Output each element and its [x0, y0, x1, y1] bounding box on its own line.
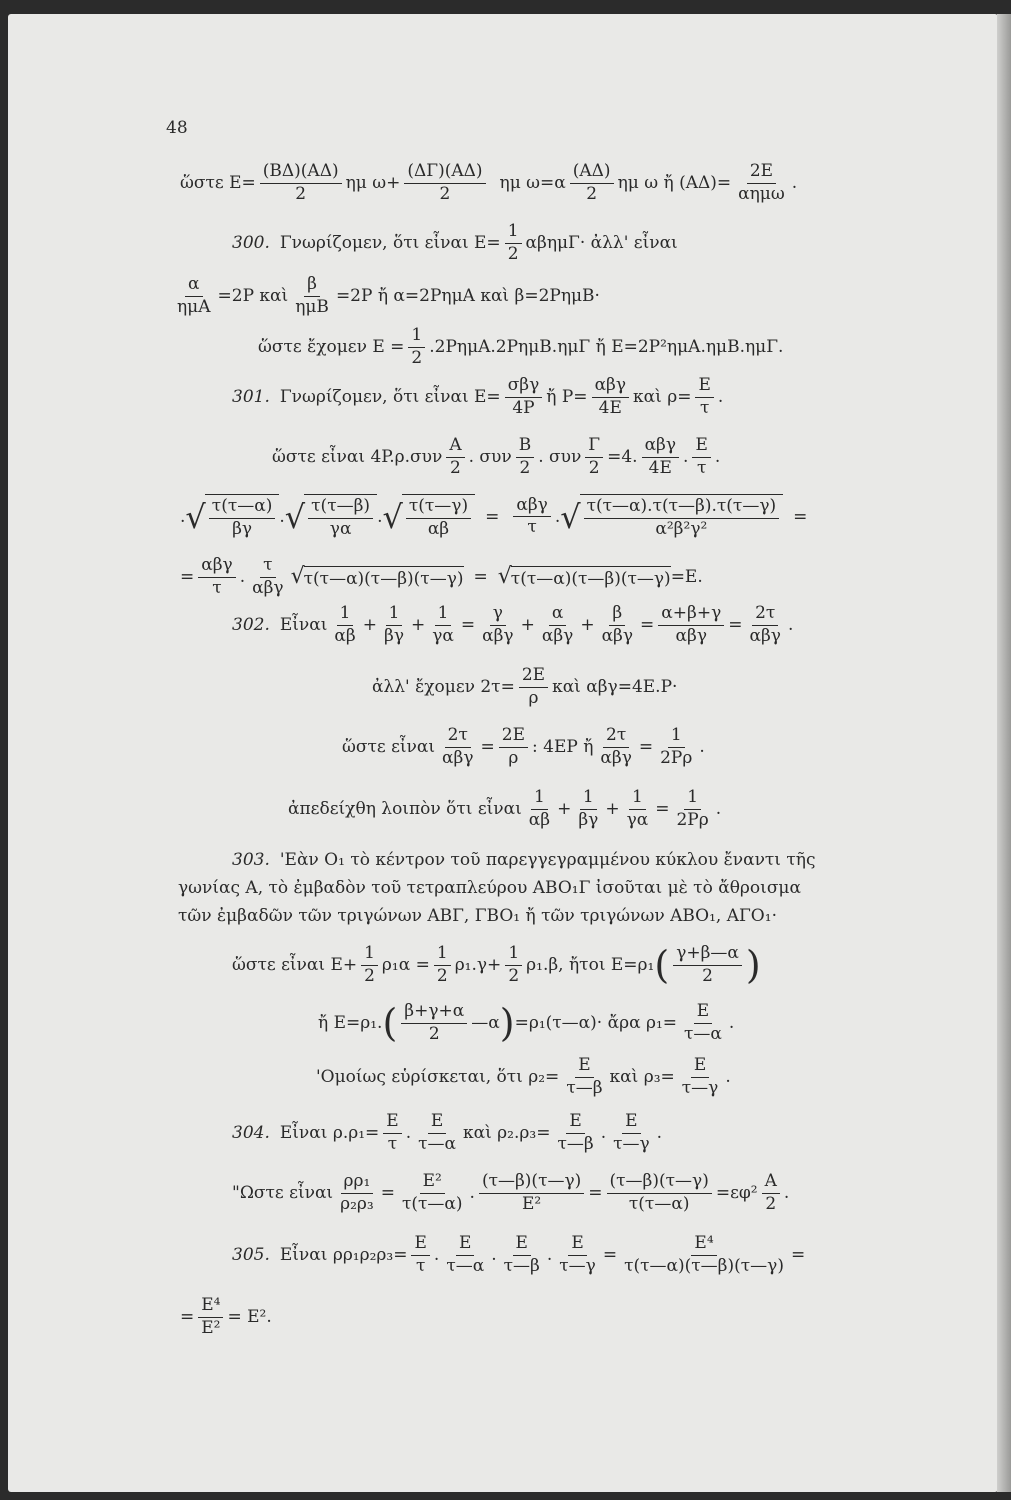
eq-text: αβημΓ· ἀλλ' εἶναι	[525, 233, 678, 254]
eq-text: Εἶναι ρρ₁ρ₂ρ₃=	[279, 1245, 408, 1266]
section-number: 302.	[232, 615, 270, 636]
eq-text: .2PημA.2PημB.ημΓ ἤ E=2P²ημA.ημB.ημΓ.	[429, 337, 784, 358]
page-number: 48	[166, 118, 188, 138]
fraction: $\frac{1}{\beta\gamma}$	[578, 787, 599, 830]
section-300	[232, 222, 678, 264]
fraction: $\frac{A}{2}$	[762, 1172, 780, 1214]
equation-rho2-rho3: 'Ομοίως εὑρίσκεται, ὅτι ρ₂= $\frac{E}{\tau—\beta}$ καὶ ρ₃= $\frac{E}{\tau—\gamma}$ .	[316, 1055, 731, 1098]
eq-text: Εἶναι	[279, 615, 328, 636]
fraction: $\frac{\text{αβγ}}{\tau}$	[198, 556, 235, 598]
eq-text: ρ₁.β, ἤτοι E=ρ₁	[526, 955, 655, 976]
fraction: $\frac{2\tau}{\text{αβγ}}$	[442, 725, 474, 768]
paragraph-text: 'Εὰν O₁ τὸ κέντρον τοῦ παρεγγεγραμμένου κύκλου ἔναντι τῆς	[279, 850, 816, 870]
fraction: $\frac{E}{\tau—\alpha}$	[446, 1233, 485, 1276]
fraction: $\frac{E}{\tau}$	[383, 1112, 401, 1154]
eq-text: ρ₁.γ+	[454, 955, 502, 976]
eq-text: ὥστε E=	[180, 173, 256, 194]
eq-text: ἀπεδείχθη λοιπὸν ὅτι εἶναι	[288, 799, 522, 820]
fraction: $\frac{(\tau—\beta)(\tau—\gamma)}{\tau(\tau—\alpha)}$	[607, 1172, 712, 1214]
equation-excircle-area: ὥστε εἶναι E+ $\frac{1}{2}$ ρ₁α = $\frac{1}{2}$ ρ₁.γ+ $\frac{1}{2}$ ρ₁.β, ἤτοι E=ρ₁ ( $\frac{\gamma+\beta—\alpha}{2}$ )	[232, 943, 761, 988]
eq-text: καὶ ρ₃=	[609, 1067, 675, 1088]
fraction: $\frac{E}{\tau}$	[411, 1234, 429, 1276]
eq-text: = E².	[227, 1307, 272, 1328]
fraction: $\frac{\alpha}{\text{αβγ}}$	[541, 603, 574, 646]
fraction: $\frac{1}{\alpha\beta}$	[528, 787, 551, 830]
fraction: $\frac{2E}{\rho}$	[519, 666, 548, 708]
equation-sine-rule	[170, 275, 600, 317]
section-305: 305. Εἶναι ρρ₁ρ₂ρ₃= $\frac{E}{\tau}$ . $\frac{E}{\tau—\alpha}$ . $\frac{E}{\tau—\beta}$ . $\frac{E}{\tau—\gamma}$ = $\frac{\text{E⁴}}{\tau(\tau—\alpha)(\tau—\beta)(\tau—\gamma)}$ =	[232, 1233, 806, 1276]
eq-text: =εφ²	[715, 1183, 758, 1204]
fraction: $\frac{E}{\tau—\gamma}$	[681, 1055, 719, 1098]
fraction: $\frac{(\Delta\Gamma)(A\Delta)}{2}$	[404, 162, 485, 204]
fraction: $\frac{1}{\beta\gamma}$	[383, 603, 404, 646]
fraction: $\frac{E}{\tau—\alpha}$	[418, 1111, 456, 1154]
square-root: √ $\frac{\tau(\tau—\beta)}{\gamma\alpha}$	[285, 494, 377, 539]
fraction: $\frac{E}{\tau—\alpha}$	[684, 1001, 722, 1044]
equation-heron: = $\frac{\text{αβγ}}{\tau}$ . $\frac{\tau}{\text{αβγ}}$ √ τ(τ—α)(τ—β)(τ—γ) = √ τ(τ—α)(τ—β)(τ—γ) =E.	[180, 555, 703, 598]
fraction: $\frac{\alpha}{\text{ημA}}$	[177, 274, 211, 317]
eq-text: ὥστε εἶναι E+	[232, 955, 358, 976]
fraction: $\frac{1}{2}$	[505, 222, 522, 264]
fraction: $\frac{E}{\tau—\gamma}$	[559, 1233, 596, 1276]
square-root: √ τ(τ—α)(τ—β)(τ—γ)	[290, 564, 464, 590]
section-number: 303.	[232, 850, 270, 870]
eq-text: —α	[471, 1013, 500, 1034]
fraction: $\frac{\beta}{\text{αβγ}}$	[601, 603, 634, 646]
equation-area-1: ὥστε E= $\frac{(B\Delta)(A\Delta)}{2}$ ημ ω+ $\frac{(\Delta\Gamma)(A\Delta)}{2}$ ημ ω=α $\frac{(A\Delta)}{2}$ ημ ω ἤ (AΔ)= $\frac{2E}{\text{αημω}}$ .	[180, 161, 798, 204]
eq-text: ὥστε εἶναι	[342, 737, 436, 758]
section-303-line-3	[178, 906, 777, 926]
eq-text: "Ωστε εἶναι	[232, 1183, 334, 1204]
section-number: 305.	[232, 1245, 270, 1266]
eq-text: =2P ἤ α=2PημA καὶ β=2PημB·	[335, 286, 600, 307]
fraction: $\frac{(A\Delta)}{2}$	[570, 162, 614, 204]
eq-text: ὥστε εἶναι 4P.ρ.συν	[272, 447, 443, 468]
fraction: $\frac{A}{2}$	[446, 436, 464, 478]
section-number: 300.	[232, 233, 270, 254]
section-number: 304.	[232, 1123, 270, 1144]
section-304: 304. Εἶναι ρ.ρ₁= $\frac{E}{\tau}$ . $\frac{E}{\tau—\alpha}$ καὶ ρ₂.ρ₃= $\frac{E}{\tau—\beta}$ . $\frac{E}{\tau—\gamma}$ .	[232, 1111, 663, 1154]
equation-ratio: ὥστε εἶναι $\frac{2\tau}{\text{αβγ}}$ = $\frac{2E}{\rho}$ : 4EP ἤ $\frac{2\tau}{\text{αβγ}}$ = $\frac{1}{2P\rho}$ .	[342, 725, 705, 768]
fraction: $\frac{2E}{\text{αημω}}$	[738, 161, 785, 204]
section-301: 301. Γνωρίζομεν, ὅτι εἶναι E= $\frac{\text{σβγ}}{4P}$ ἤ P= $\frac{\text{αβγ}}{4E}$ καὶ ρ= $\frac{E}{\tau}$ .	[232, 375, 724, 418]
fraction: $\frac{1}{2}$	[408, 326, 425, 368]
eq-text: ὥστε ἔχομεν E =	[258, 337, 405, 358]
fraction: $\frac{\text{E⁴}}{\tau(\tau—\alpha)(\tau—\beta)(\tau—\gamma)}$	[624, 1233, 784, 1276]
paragraph-text: γωνίας A, τὸ ἐμβαδὸν τοῦ τετραπλεύρου ABO₁Γ ἰσοῦται μὲ τὸ ἄθροισμα	[178, 878, 801, 898]
fraction: $\frac{E}{\tau}$	[695, 376, 713, 418]
eq-text: Εἶναι ρ.ρ₁=	[279, 1123, 380, 1144]
square-root: √ $\frac{\tau(\tau—\gamma)}{\alpha\beta}$	[382, 494, 475, 539]
equation-product: ὥστε εἶναι 4P.ρ.συν $\frac{A}{2}$ . συν $\frac{B}{2}$ . συν $\frac{\Gamma}{2}$ =4. $\frac{\text{αβγ}}{4E}$ . $\frac{E}{\tau}$ .	[272, 435, 721, 478]
section-number: 301.	[232, 387, 270, 408]
equation-final: = $\frac{\text{E⁴}}{\text{E²}}$ = E².	[180, 1295, 272, 1338]
fraction: $\frac{E}{\tau}$	[692, 436, 710, 478]
fraction: $\frac{1}{\gamma\alpha}$	[432, 603, 454, 646]
eq-text: ρ₁α =	[381, 955, 430, 976]
fraction: $\frac{\gamma}{\text{αβγ}}$	[482, 603, 514, 646]
square-root: √ $\frac{\tau(\tau—\alpha).\tau(\tau—\beta).\tau(\tau—\gamma)}{\text{α²β²γ²}}$	[560, 494, 783, 539]
fraction: $\frac{1}{2P\rho}$	[676, 787, 709, 830]
fraction: $\frac{\text{αβγ}}{4E}$	[642, 436, 679, 478]
fraction: $\frac{\text{σβγ}}{4P}$	[505, 376, 543, 418]
equation-radicals: . √ $\frac{\tau(\tau—\alpha)}{\beta\gamma}$ . √ $\frac{\tau(\tau—\beta)}{\gamma\alpha}$ . √ $\frac{\tau(\tau—\gamma)}{\alpha\beta}$ = $\frac{\text{αβγ}}{\tau}$ . √ $\frac{\tau(\tau—\alpha).\tau(\tau—\beta).\tau(\tau—\gamma)}{\text{α²β²γ²}}$ =	[180, 494, 808, 539]
fraction: $\frac{B}{2}$	[516, 436, 535, 478]
eq-text: 'Ομοίως εὑρίσκεται, ὅτι ρ₂=	[316, 1067, 560, 1088]
fraction: $\frac{1}{2}$	[505, 944, 522, 986]
fraction: $\frac{2\tau}{\text{αβγ}}$	[600, 725, 632, 768]
eq-text: ἀλλ' ἔχομεν 2τ=	[372, 677, 515, 698]
eq-text: καὶ ρ₂.ρ₃=	[463, 1123, 551, 1144]
fraction: $\frac{2E}{\rho}$	[499, 726, 528, 768]
eq-text: . συν	[468, 447, 512, 468]
eq-text: =2P καὶ	[217, 286, 289, 307]
section-303-line-1	[232, 850, 816, 870]
fraction: $\frac{\text{αβγ}}{\tau}$	[513, 496, 550, 538]
fraction: $\frac{2\tau}{\text{αβγ}}$	[749, 603, 781, 646]
eq-text: ἤ P=	[546, 387, 588, 408]
fraction: $\frac{E}{\tau—\beta}$	[557, 1111, 594, 1154]
fraction: $\frac{1}{2}$	[361, 944, 378, 986]
eq-text: Γνωρίζομεν, ὅτι εἶναι E=	[279, 233, 501, 254]
page-edge-shadow	[997, 14, 1011, 1492]
fraction: $\frac{\gamma+\beta—\alpha}{2}$	[673, 944, 742, 986]
eq-text: ημ ω+	[345, 173, 401, 194]
fraction: $\frac{\Gamma}{2}$	[585, 436, 603, 478]
eq-text: ημ ω ἤ (AΔ)=	[617, 173, 732, 194]
square-root: √ τ(τ—α)(τ—β)(τ—γ)	[497, 564, 671, 590]
eq-text: καὶ αβγ=4E.P·	[552, 677, 678, 698]
eq-text: καὶ ρ=	[633, 387, 692, 408]
fraction: $\frac{\text{E⁴}}{\text{E²}}$	[198, 1296, 223, 1338]
fraction: $\frac{E}{\tau—\gamma}$	[613, 1111, 650, 1154]
fraction: $\frac{1}{\alpha\beta}$	[334, 603, 356, 646]
fraction: $\frac{\tau}{\text{αβγ}}$	[252, 555, 284, 598]
fraction: $\frac{\beta+\gamma+\alpha}{2}$	[401, 1002, 467, 1044]
fraction: $\frac{E}{\tau—\beta}$	[503, 1233, 540, 1276]
eq-text: =4.	[607, 447, 638, 468]
eq-text: =ρ₁(τ—α)· ἄρα ρ₁=	[514, 1013, 677, 1034]
fraction: $\frac{E}{\tau—\beta}$	[566, 1055, 603, 1098]
equation-area-2	[258, 326, 783, 368]
fraction: $\frac{1}{2P\rho}$	[660, 725, 693, 768]
eq-text: . συν	[538, 447, 582, 468]
equation-tan-squared: "Ωστε εἶναι $\frac{\text{ρρ₁}}{\text{ρ₂ρ₃}}$ = $\frac{\text{E²}}{\tau(\tau—\alpha)}$ . $\frac{(\tau—\beta)(\tau—\gamma)}{\text{E²}}$ = $\frac{(\tau—\beta)(\tau—\gamma)}{\tau(\tau—\alpha)}$ =εφ² $\frac{A}{2}$ .	[232, 1171, 790, 1214]
equation-rho1: ἤ E=ρ₁. ( $\frac{\beta+\gamma+\alpha}{2}$ —α ) =ρ₁(τ—α)· ἄρα ρ₁= $\frac{E}{\tau—\alpha}$ .	[318, 1001, 735, 1046]
fraction: $\frac{(B\Delta)(A\Delta)}{2}$	[260, 162, 342, 204]
paragraph-text: τῶν ἐμβαδῶν τῶν τριγώνων ABΓ, ΓBO₁ ἤ τῶν τριγώνων ABO₁, AΓO₁·	[178, 906, 777, 926]
equation-proved: ἀπεδείχθη λοιπὸν ὅτι εἶναι $\frac{1}{\alpha\beta}$ + $\frac{1}{\beta\gamma}$ + $\frac{1}{\gamma\alpha}$ = $\frac{1}{2P\rho}$ .	[288, 787, 722, 830]
fraction: $\frac{\text{αβγ}}{4E}$	[592, 376, 629, 418]
fraction: $\frac{\alpha+\beta+\gamma}{\text{αβγ}}$	[658, 604, 724, 646]
fraction: $\frac{1}{2}$	[434, 944, 451, 986]
fraction: $\frac{(\tau—\beta)(\tau—\gamma)}{\text{E²}}$	[479, 1172, 584, 1214]
eq-text: ημ ω=α	[499, 173, 566, 194]
fraction: $\frac{\text{E²}}{\tau(\tau—\alpha)}$	[401, 1171, 463, 1214]
fraction: $\frac{\text{ρρ₁}}{\text{ρ₂ρ₃}}$	[340, 1171, 374, 1214]
eq-text: ἤ E=ρ₁.	[318, 1013, 383, 1034]
section-303-line-2	[178, 878, 801, 898]
equation-2tau	[372, 666, 677, 708]
section-302: 302. Εἶναι $\frac{1}{\alpha\beta}$ + $\frac{1}{\beta\gamma}$ + $\frac{1}{\gamma\alpha}$ = $\frac{\gamma}{\text{αβγ}}$ + $\frac{\alpha}{\text{αβγ}}$ + $\frac{\beta}{\text{αβγ}}$ = $\frac{\alpha+\beta+\gamma}{\text{αβγ}}$ = $\frac{2\tau}{\text{αβγ}}$ .	[232, 603, 794, 646]
square-root: √ $\frac{\tau(\tau—\alpha)}{\beta\gamma}$	[185, 494, 279, 539]
fraction: $\frac{1}{\gamma\alpha}$	[626, 787, 649, 830]
eq-text: : 4EP ἤ	[532, 737, 594, 758]
eq-text: Γνωρίζομεν, ὅτι εἶναι E=	[279, 387, 501, 408]
fraction: $\frac{\beta}{\text{ημB}}$	[295, 274, 329, 317]
